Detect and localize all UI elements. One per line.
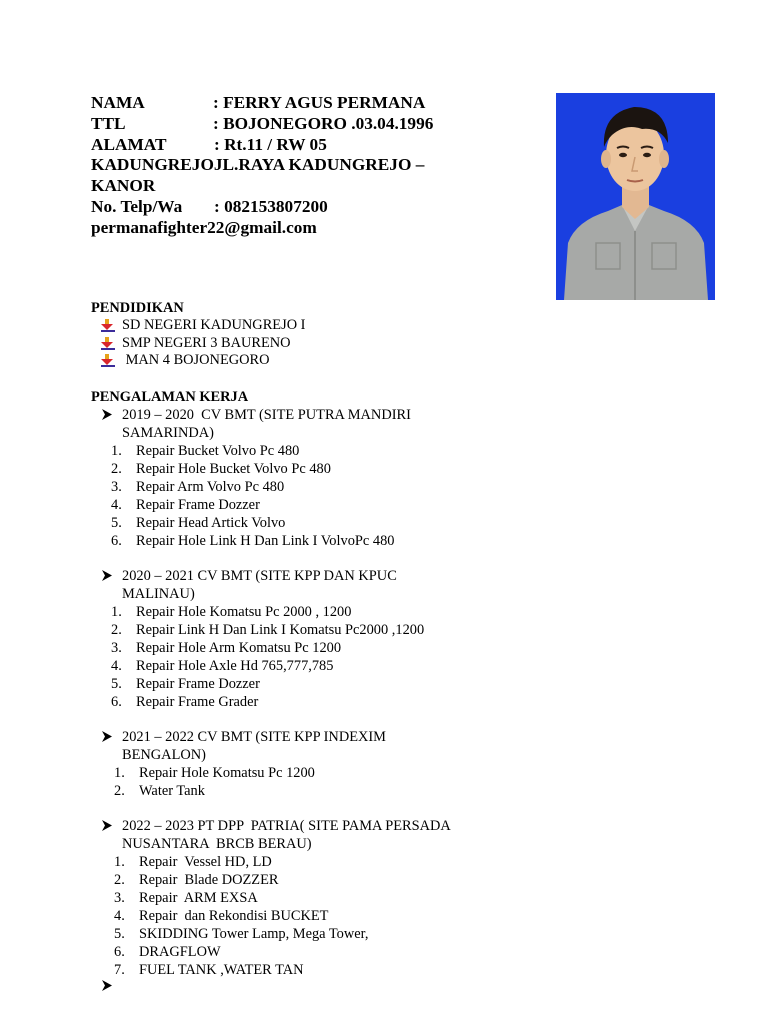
education-section [91,299,531,370]
task-list [91,853,531,979]
item-number: 2. [111,622,122,638]
list-item [91,675,531,693]
item-number: 5. [111,515,122,531]
alamat-value: : Rt.11 / RW 05 [214,134,327,154]
ttl-label: TTL [91,113,126,133]
list-item [91,442,531,460]
task-text: Repair Frame Dozzer [136,497,260,513]
job-entry [91,817,531,979]
job-entry [91,728,531,800]
task-text: Repair Hole Arm Komatsu Pc 1200 [136,640,342,656]
list-item [91,657,531,675]
task-text: Repair Vessel HD, LD [139,854,272,870]
list-item [91,782,531,800]
arrow-bullet-icon [101,319,115,332]
task-text: Repair Link H Dan Link I Komatsu Pc2000 ,1200 [136,622,425,638]
alamat-row [91,135,551,156]
telp-value: : 082153807200 [214,196,328,216]
profile-photo [556,93,715,300]
item-number: 4. [111,658,122,674]
ttl-value: : BOJONEGORO .03.04.1996 [213,113,434,133]
telp-row [91,197,551,218]
chevron-right-icon [101,409,112,420]
item-number: 2. [114,872,125,888]
item-number: 5. [111,676,122,692]
job-title-line-2: BENGALON) [122,747,206,763]
work-experience-section [91,388,531,979]
list-item [91,496,531,514]
task-text: Water Tank [139,783,205,799]
alamat-line-3: KANOR [91,176,156,196]
job-title-line-2: MALINAU) [122,586,195,602]
list-item [91,460,531,478]
item-number: 4. [111,497,122,513]
job-title-line-1: 2021 – 2022 CV BMT (SITE KPP INDEXIM [122,729,386,745]
chevron-right-icon [101,731,112,742]
nama-label: NAMA [91,93,145,112]
list-item [91,621,531,639]
list-item [91,961,531,979]
list-item [91,335,531,353]
school-name: SMP NEGERI 3 BAURENO [122,334,291,351]
item-number: 1. [111,443,122,459]
task-text: Repair Hole Bucket Volvo Pc 480 [136,461,331,477]
job-title-line-1: 2019 – 2020 CV BMT (SITE PUTRA MANDIRI [122,407,411,423]
school-name: MAN 4 BOJONEGORO [122,352,270,369]
alamat-label: ALAMAT [91,134,167,154]
list-item [91,514,531,532]
task-text: Repair Head Artick Volvo [136,515,286,531]
item-number: 3. [111,479,122,495]
email: permanafighter22@gmail.com [91,217,317,237]
job-entry [91,567,531,711]
school-name: SD NEGERI KADUNGREJO I [122,317,306,333]
task-text: Repair dan Rekondisi BUCKET [139,908,329,924]
chevron-right-icon [101,980,112,991]
personal-info [91,93,551,239]
task-text: Repair Frame Grader [136,694,259,710]
item-number: 1. [114,854,125,870]
list-item [91,764,531,782]
chevron-right-icon [101,570,112,581]
task-text: FUEL TANK ,WATER TAN [139,962,304,978]
task-text: Repair Hole Axle Hd 765,777,785 [136,658,334,674]
job-header [91,728,531,764]
list-item [91,639,531,657]
item-number: 5. [114,926,125,942]
chevron-right-icon [101,820,112,831]
list-item [91,532,531,550]
task-text: Repair Arm Volvo Pc 480 [136,479,285,495]
work-experience-title: PENGALAMAN KERJA [91,389,249,405]
job-entry [91,406,531,550]
item-number: 1. [111,604,122,620]
item-number: 6. [111,694,122,710]
list-item [91,352,531,370]
ttl-row [91,114,551,135]
job-header [91,567,531,603]
job-title-line-2: SAMARINDA) [122,425,214,441]
task-text: Repair Hole Link H Dan Link I VolvoPc 480 [136,533,395,549]
job-title-line-1: 2022 – 2023 PT DPP PATRIA( SITE PAMA PERSADA [122,818,451,834]
list-item [91,907,531,925]
list-item [91,603,531,621]
item-number: 4. [114,908,125,924]
item-number: 1. [114,765,125,781]
list-item [91,889,531,907]
task-list [91,442,531,550]
list-item [91,317,531,335]
telp-label: No. Telp/Wa [91,196,183,216]
item-number: 3. [114,890,125,906]
item-number: 2. [114,783,125,799]
task-text: Repair Frame Dozzer [136,676,260,692]
task-text: Repair Blade DOZZER [139,872,279,888]
job-header [91,817,531,853]
task-text: Repair Hole Komatsu Pc 1200 [139,765,315,781]
portrait-illustration [556,93,715,300]
nama-row [91,93,551,114]
task-text: Repair Hole Komatsu Pc 2000 , 1200 [136,604,352,620]
list-item [91,478,531,496]
job-header [91,406,531,442]
list-item [91,693,531,711]
task-list [91,603,531,711]
job-title-line-1: 2020 – 2021 CV BMT (SITE KPP DAN KPUC [122,568,397,584]
item-number: 2. [111,461,122,477]
education-title: PENDIDIKAN [91,300,184,316]
item-number: 3. [111,640,122,656]
item-number: 7. [114,962,125,978]
list-item [91,925,531,943]
task-text: DRAGFLOW [139,944,221,960]
list-item [91,943,531,961]
task-text: Repair Bucket Volvo Pc 480 [136,443,300,459]
list-item [91,871,531,889]
item-number: 6. [111,533,122,549]
list-item [91,853,531,871]
task-text: Repair ARM EXSA [139,890,258,906]
item-number: 6. [114,944,125,960]
nama-value: : FERRY AGUS PERMANA [213,93,426,112]
alamat-line-2: KADUNGREJOJL.RAYA KADUNGREJO – [91,155,425,175]
task-list [91,764,531,800]
arrow-bullet-icon [101,337,115,350]
job-title-line-2: NUSANTARA BRCB BERAU) [122,836,312,852]
education-list [91,317,531,370]
arrow-bullet-icon [101,354,115,367]
task-text: SKIDDING Tower Lamp, Mega Tower, [139,926,369,942]
